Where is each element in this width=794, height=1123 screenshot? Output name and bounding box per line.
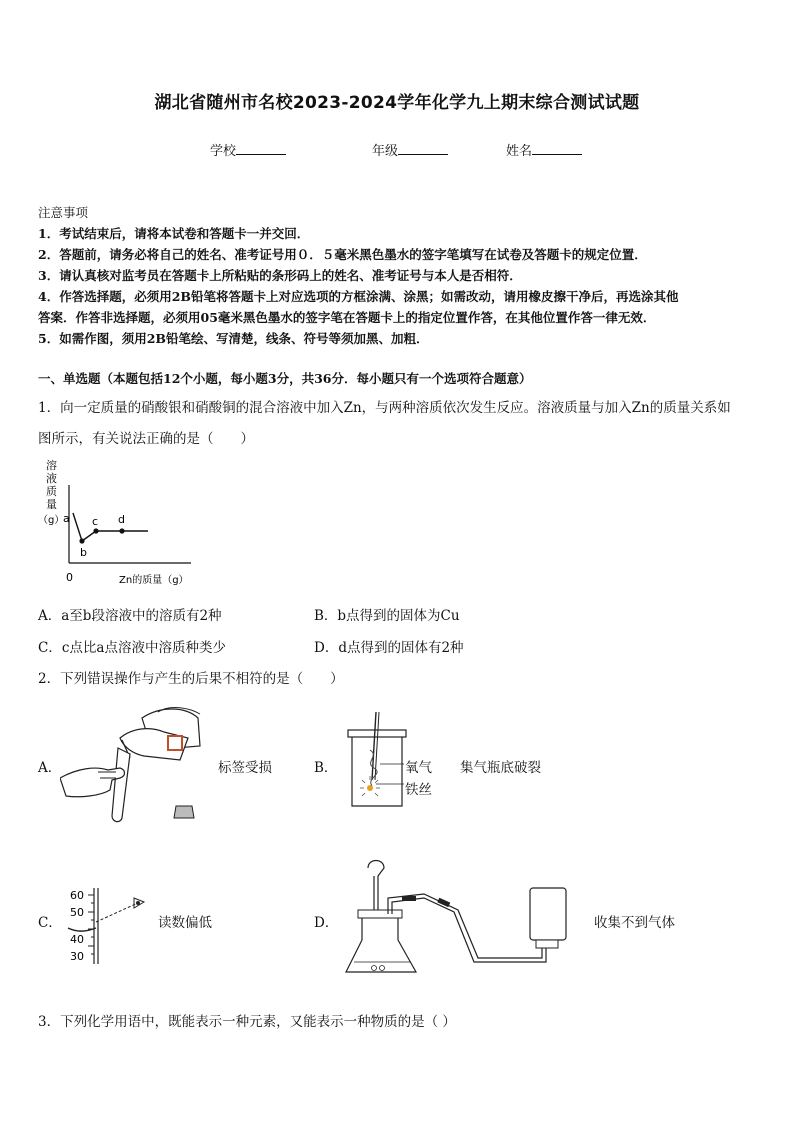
option-c: C．c点比a点溶液中溶质种类少 bbox=[38, 640, 226, 656]
q2-d-caption: 收集不到气体 bbox=[594, 915, 675, 931]
question-1-stem-cont: 图所示，有关说法正确的是（ ） bbox=[38, 431, 254, 447]
label-d: d bbox=[118, 513, 125, 526]
name-field bbox=[506, 140, 582, 159]
graph-curve bbox=[73, 513, 148, 541]
conical-flask bbox=[346, 914, 416, 972]
section-heading: 一、单选题（本题包括12个小题，每小题3分，共36分．每小题只有一个选项符合题意） bbox=[38, 371, 532, 386]
point-d bbox=[119, 528, 124, 533]
q2-b-label-oxygen: 氧气 bbox=[405, 760, 432, 776]
q2-a-caption: 标签受损 bbox=[218, 760, 272, 776]
label-a: a bbox=[63, 512, 70, 525]
q2-option-d-letter: D． bbox=[314, 915, 339, 931]
option-b: B．b点得到的固体为Cu bbox=[314, 608, 460, 624]
graph-ylabel-2: 液 bbox=[46, 472, 57, 485]
pouring-liquid-illustration bbox=[60, 698, 210, 828]
notice-item: 1．考试结束后，请将本试卷和答题卡一并交回． bbox=[38, 226, 310, 241]
delivery-tube bbox=[388, 894, 542, 958]
label-b: b bbox=[80, 546, 87, 559]
graph-origin: 0 bbox=[66, 571, 73, 584]
q2-option-c-letter: C． bbox=[38, 915, 62, 931]
school-field bbox=[210, 140, 286, 159]
grade-field bbox=[372, 140, 448, 159]
name-blank bbox=[532, 142, 582, 155]
q2-c-caption: 读数偏低 bbox=[158, 915, 212, 931]
collection-bottle bbox=[530, 888, 566, 940]
option-a: A．a至b段溶液中的溶质有2种 bbox=[38, 608, 222, 624]
option-d: D．d点得到的固体有2种 bbox=[314, 640, 464, 656]
page-title: 湖北省随州市名校2023-2024学年化学九上期末综合测试试题 bbox=[154, 93, 640, 113]
sight-line bbox=[96, 902, 140, 922]
q2-b-caption: 集气瓶底破裂 bbox=[460, 760, 541, 776]
notice-item: 答案．作答非选择题，必须用05毫米黑色墨水的签字笔在答题卡上的指定位置作答，在其他位置作答一律无效． bbox=[38, 310, 656, 325]
q2-option-a-letter: A． bbox=[38, 760, 62, 776]
iron-wire-combustion-illustration bbox=[340, 710, 410, 810]
notice-item: 2．答题前，请务必将自己的姓名、准考证号用０．５毫米黑色墨水的签字笔填写在试卷及答题卡的规定位置． bbox=[38, 247, 647, 262]
notice-item: 5．如需作图，须用2B铅笔绘、写清楚，线条、符号等须加黑、加粗． bbox=[38, 331, 429, 346]
name-label: 姓名 bbox=[506, 144, 533, 159]
question-1-stem: 1．向一定质量的硝酸银和硝酸铜的混合溶液中加入Zn，与两种溶质依次发生反应。溶液质量与加入Zn的质量关系如 bbox=[38, 400, 731, 416]
notice-item: 3．请认真核对监考员在答题卡上所粘贴的条形码上的姓名、准考证号与本人是否相符． bbox=[38, 268, 522, 283]
q2-option-b-letter: B． bbox=[314, 760, 338, 776]
grade-label: 年级 bbox=[372, 144, 399, 159]
q2-b-label-iron: 铁丝 bbox=[405, 782, 432, 798]
graph-ylabel-1: 溶 bbox=[46, 459, 57, 472]
question-3-stem: 3．下列化学用语中，既能表示一种元素，又能表示一种物质的是（ ） bbox=[38, 1014, 456, 1030]
point-c bbox=[93, 528, 98, 533]
test-tube bbox=[112, 748, 130, 822]
tick-30: 30 bbox=[70, 950, 84, 963]
graph-xlabel: Zn的质量（g） bbox=[119, 575, 189, 586]
meniscus bbox=[68, 928, 96, 931]
graph-ylabel-4: 量 bbox=[46, 498, 57, 511]
tick-40: 40 bbox=[70, 933, 84, 946]
gas-collection-apparatus-illustration bbox=[338, 858, 578, 982]
point-b bbox=[79, 538, 84, 543]
grade-blank bbox=[398, 142, 448, 155]
label-c: c bbox=[92, 515, 99, 528]
question-2-stem: 2．下列错误操作与产生的后果不相符的是（ ） bbox=[38, 671, 344, 687]
bottle-stopper bbox=[174, 806, 194, 818]
notice-heading: 注意事项 bbox=[38, 205, 89, 220]
notice-item: 4．作答选择题，必须用2B铅笔将答题卡上对应选项的方框涂满、涂黑；如需改动，请用橡皮擦干净后，再选涂其他 bbox=[38, 289, 679, 304]
solution-mass-graph bbox=[36, 455, 216, 590]
graph-ylabel-unit: （g） bbox=[38, 515, 65, 526]
graduated-cylinder-illustration bbox=[64, 884, 154, 970]
tick-60: 60 bbox=[70, 889, 84, 902]
school-label: 学校 bbox=[210, 144, 237, 159]
school-blank bbox=[236, 142, 286, 155]
tick-50: 50 bbox=[70, 906, 84, 919]
graph-ylabel-3: 质 bbox=[46, 485, 57, 498]
